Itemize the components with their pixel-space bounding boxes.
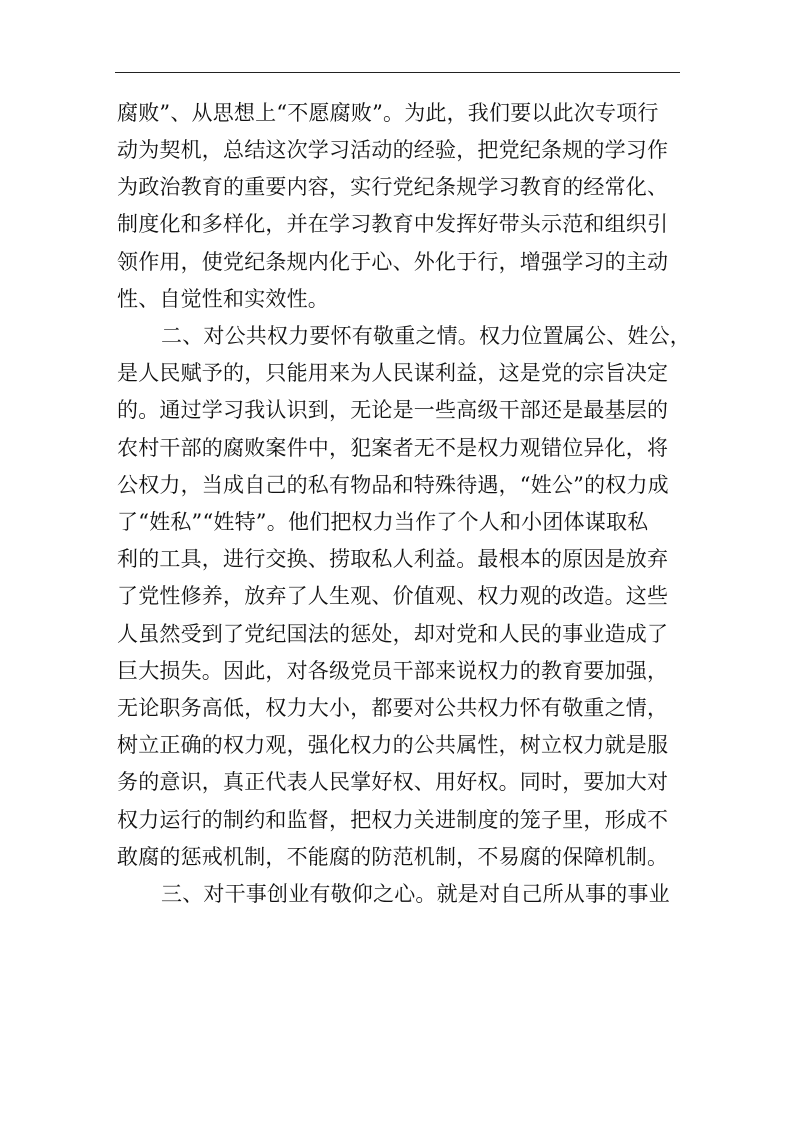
text-line: 制度化和多样化，并在学习教育中发挥好带头示范和组织引 (117, 212, 669, 236)
text-line: 了“姓私”“姓特”。他们把权力当作了个人和小团体谋取私 (117, 510, 649, 534)
text-line: 人虽然受到了党纪国法的惩处，却对党和人民的事业造成了 (117, 622, 669, 646)
text-line: 巨大损失。因此，对各级党员干部来说权力的教育要加强， (117, 659, 669, 683)
text-line: 务的意识，真正代表人民掌好权、用好权。同时，要加大对 (117, 770, 669, 794)
text-line: 树立正确的权力观，强化权力的公共属性，树立权力就是服 (117, 733, 669, 757)
paragraph-heading-3: 三、对干事创业有敬仰之心。就是对自己所从事的事业 (161, 882, 670, 906)
text-line: 为政治教育的重要内容，实行党纪条规学习教育的经常化、 (117, 175, 669, 199)
text-line: 无论职务高低，权力大小，都要对公共权力怀有敬重之情， (117, 696, 669, 720)
text-line: 动为契机，总结这次学习活动的经验，把党纪条规的学习作 (117, 138, 669, 162)
text-line: 公权力，当成自己的私有物品和特殊待遇，“姓公”的权力成 (117, 473, 669, 497)
text-line: 性、自觉性和实效性。 (117, 287, 329, 311)
paragraph-heading-2: 二、对公共权力要怀有敬重之情。权力位置属公、姓公， (161, 324, 691, 348)
text-line: 是人民赋予的，只能用来为人民谋利益，这是党的宗旨决定 (117, 361, 669, 385)
text-line: 权力运行的制约和监督，把权力关进制度的笼子里，形成不 (117, 808, 669, 832)
header-rule (115, 72, 680, 73)
text-line: 利的工具，进行交换、捞取私人利益。最根本的原因是放弃 (117, 547, 669, 571)
text-line: 敢腐的惩戒机制，不能腐的防范机制，不易腐的保障机制。 (117, 845, 669, 869)
text-line: 农村干部的腐败案件中，犯案者无不是权力观错位异化，将 (117, 436, 669, 460)
text-line: 领作用，使党纪条规内化于心、外化于行，增强学习的主动 (117, 250, 669, 274)
text-line: 腐败”、从思想上“不愿腐败”。为此，我们要以此次专项行 (117, 101, 659, 125)
text-line: 了党性修养，放弃了人生观、价值观、权力观的改造。这些 (117, 584, 669, 608)
text-line: 的。通过学习我认识到，无论是一些高级干部还是最基层的 (117, 398, 669, 422)
